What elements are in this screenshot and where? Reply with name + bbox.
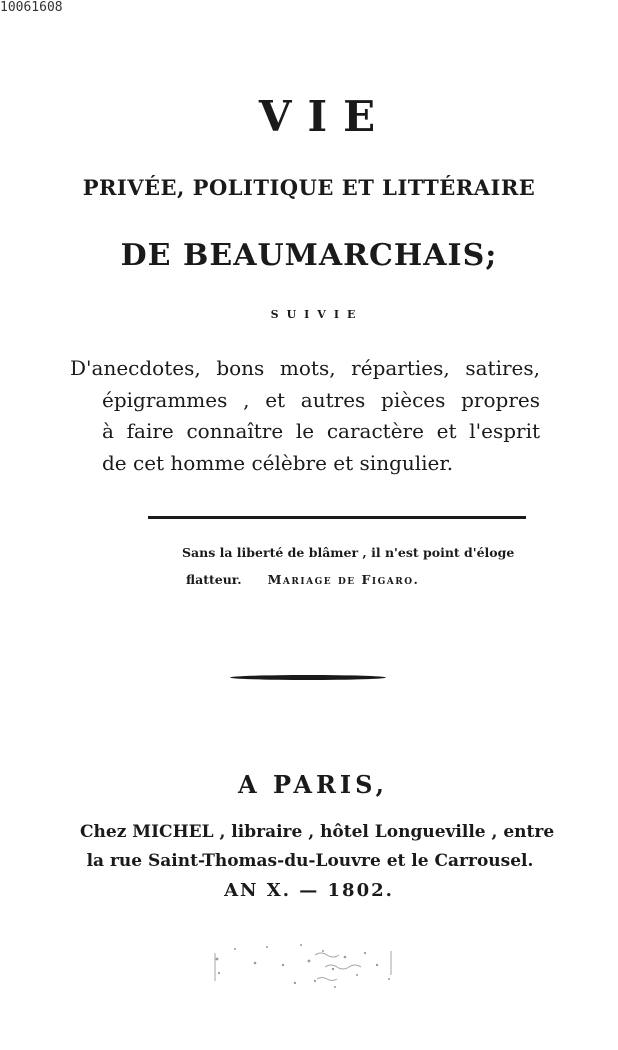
subject-name: DE BEAUMARCHAIS; xyxy=(120,238,498,273)
epigraph-line: Sans la liberté de blâmer , il n'est point d'éloge xyxy=(182,545,515,560)
subtitle: PRIVÉE, POLITIQUE ET LITTÉRAIRE xyxy=(82,175,536,200)
catalog-id: 10061608 xyxy=(0,0,63,15)
epigraph-line2-text: flatteur. xyxy=(186,572,242,587)
description-line: D'anecdotes, bons mots, réparties, satires, xyxy=(70,356,540,380)
place-of-publication: A PARIS, xyxy=(238,770,388,799)
publisher-line: Chez MICHEL , libraire , hôtel Longueville , entre xyxy=(80,822,555,842)
publisher xyxy=(80,818,555,876)
description-line: de cet homme célèbre et singulier. xyxy=(102,450,454,475)
publisher-line: la rue Saint-Thomas-du-Louvre et le Carrousel. xyxy=(86,851,534,871)
divider-rule xyxy=(148,516,526,519)
library-stamp xyxy=(205,935,405,997)
epigraph-source: Mariage de Figaro. xyxy=(267,572,420,587)
description xyxy=(70,353,540,479)
description-line: à faire connaître le caractère et l'esprit xyxy=(102,419,540,443)
epigraph xyxy=(182,539,532,593)
suivie-label: SUIVIE xyxy=(270,308,364,321)
ornament-rule xyxy=(230,675,386,680)
title: VIE xyxy=(258,92,392,141)
epigraph-line xyxy=(186,566,532,593)
description-line: épigrammes , et autres pièces propres xyxy=(102,387,540,412)
publication-date: AN X. — 1802. xyxy=(224,880,394,901)
